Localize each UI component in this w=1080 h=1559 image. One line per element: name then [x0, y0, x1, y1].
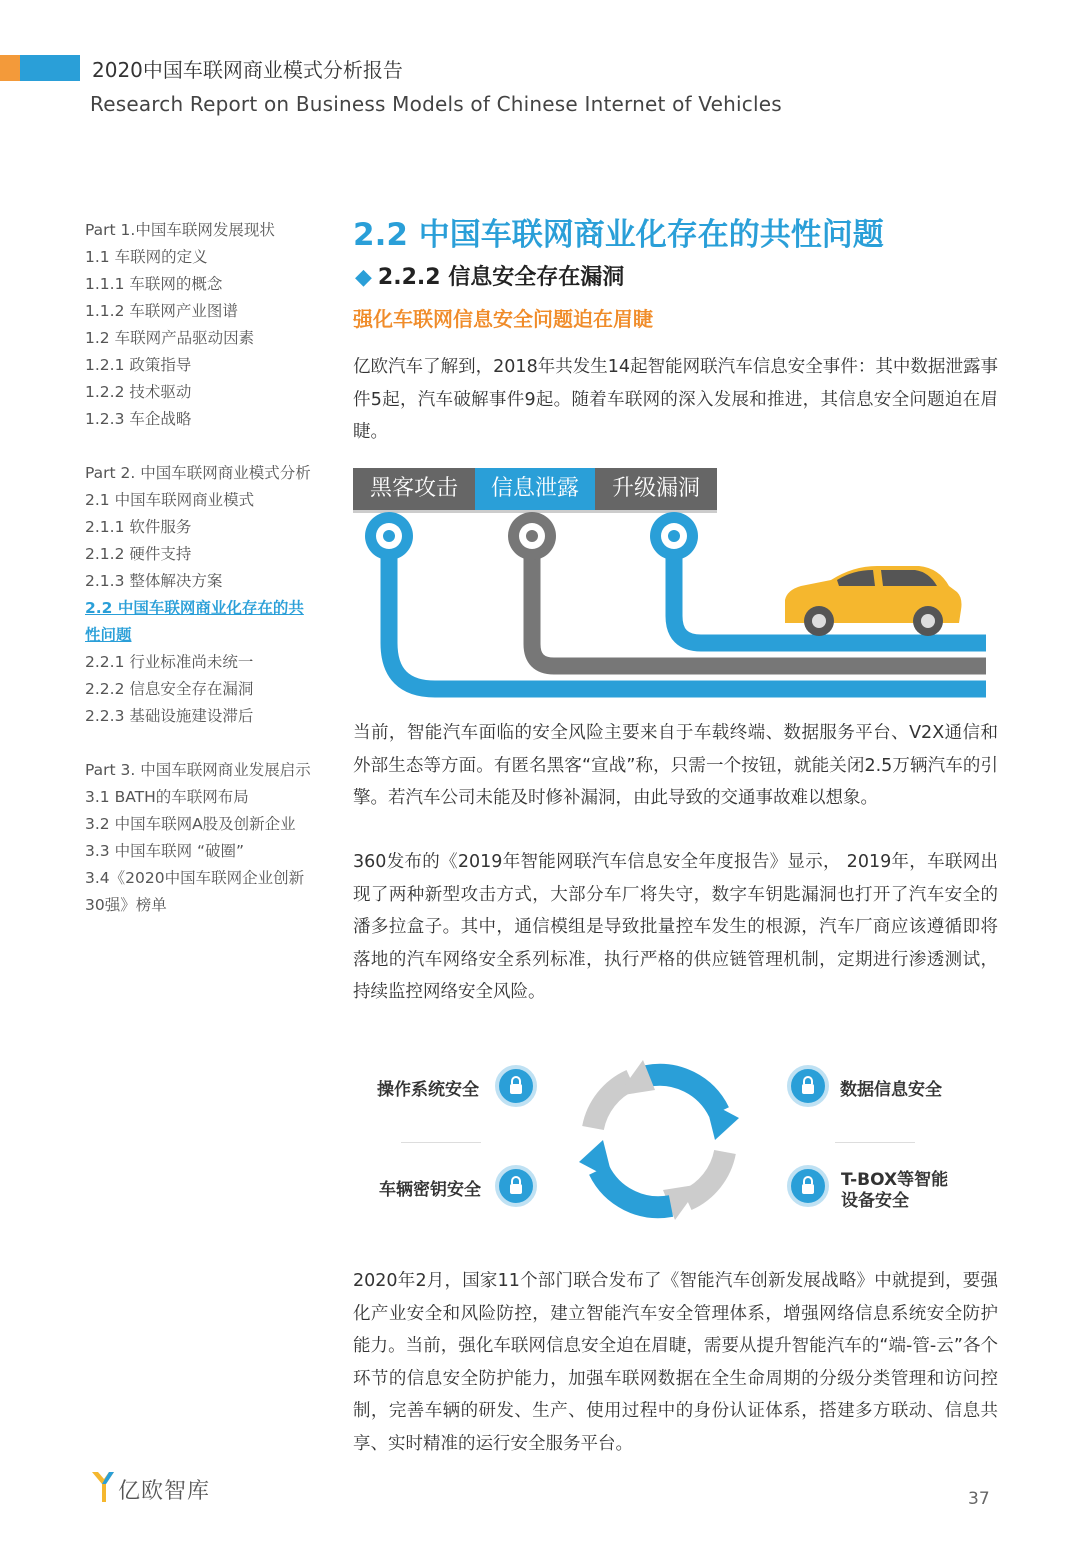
pin-right: [650, 512, 698, 560]
toc-item[interactable]: 1.2.1 政策指导: [85, 356, 192, 374]
toc-item[interactable]: 2.2.3 基础设施建设滞后: [85, 707, 254, 725]
toc-item[interactable]: 1.1.1 车联网的概念: [85, 275, 223, 293]
page-number: 37: [968, 1489, 990, 1509]
logo-mark-icon: [90, 1468, 116, 1504]
toc-item[interactable]: Part 1.中国车联网发展现状: [85, 221, 275, 239]
tab-label: 升级漏洞: [611, 476, 700, 501]
label-line-2: 设备安全: [841, 1191, 909, 1211]
label-key-security: 车辆密钥安全: [379, 1180, 481, 1200]
highlight-title: 强化车联网信息安全问题迫在眉睫: [353, 307, 653, 331]
paragraph-1: 亿欧汽车了解到，2018年共发生14起智能网联汽车信息安全事件：其中数据泄露事件5起，汽车破解事件9起。随着车联网的深入发展和推进，其信息安全问题迫在眉睫。: [353, 357, 998, 442]
toc-item[interactable]: 2.1.2 硬件支持: [85, 545, 192, 563]
security-cycle-figure: [353, 1035, 993, 1240]
toc-item[interactable]: 30强》榜单: [85, 896, 167, 914]
toc-item[interactable]: 3.4《2020中国车联网企业创新: [85, 869, 305, 887]
toc-item[interactable]: 性问题: [85, 626, 132, 644]
paragraph-2: 当前，智能汽车面临的安全风险主要来自于车载终端、数据服务平台、V2X通信和外部生态等方面。有匿名黑客“宣战”称，只需一个按钮，就能关闭2.5万辆汽车的引擎。若汽车公司未能及时修补漏洞，由此导致的交通事故难以想象。: [353, 723, 998, 808]
label-line-1: T-BOX等智能: [841, 1170, 949, 1190]
subsection-title-text: 2.2.2 信息安全存在漏洞: [377, 265, 625, 290]
toc-item[interactable]: 3.2 中国车联网A股及创新企业: [85, 815, 296, 833]
toc-item[interactable]: 2.2.1 行业标准尚未统一: [85, 653, 254, 671]
toc-item[interactable]: 2.1 中国车联网商业模式: [85, 491, 255, 509]
subsection-title: [355, 260, 624, 291]
tab-label: 信息泄露: [490, 476, 579, 501]
header-accent-orange: [0, 55, 20, 81]
tab-label: 黑客攻击: [369, 476, 458, 501]
divider-left: [401, 1142, 481, 1143]
label-tbox-security: [841, 1170, 948, 1212]
report-title-en: Research Report on Business Models of Chinese Internet of Vehicles: [90, 92, 782, 116]
roads-svg: [353, 468, 993, 708]
car-icon: [785, 566, 962, 636]
logo-text: 亿欧智库: [118, 1479, 211, 1504]
report-title-cn: 2020中国车联网商业模式分析报告: [92, 58, 403, 82]
toc-item[interactable]: 2.2.2 信息安全存在漏洞: [85, 680, 254, 698]
lock-icon: [787, 1165, 829, 1207]
lock-icon: [787, 1065, 829, 1107]
paragraph-3: 360发布的《2019年智能网联汽车信息安全年度报告》显示， 2019年，车联网出现了两种新型攻击方式，大部分车厂将失守，数字车钥匙漏洞也打开了汽车安全的潘多拉盒子。其中，通信模组是导致批量控车发生的根源，汽车厂商应该遵循即将落地的汽车网络安全系列标准，执行严格的供应链管理机制，定期进行渗透测试，持续监控网络安全风险。: [353, 852, 998, 1002]
toc-item[interactable]: Part 2. 中国车联网商业模式分析: [85, 464, 311, 482]
toc-item[interactable]: 1.2 车联网产品驱动因素: [85, 329, 255, 347]
footer-logo: [90, 1468, 211, 1508]
toc-item[interactable]: 2.1.3 整体解决方案: [85, 572, 223, 590]
table-of-contents: [85, 217, 325, 919]
toc-item[interactable]: 1.2.2 技术驱动: [85, 383, 192, 401]
toc-item[interactable]: 1.1 车联网的定义: [85, 248, 208, 266]
toc-item[interactable]: Part 3. 中国车联网商业发展启示: [85, 761, 311, 779]
diamond-bullet-icon: ◆: [355, 265, 372, 290]
toc-item[interactable]: 2.2 中国车联网商业化存在的共: [85, 599, 304, 617]
paragraph-4: 2020年2月，国家11个部门联合发布了《智能汽车创新发展战略》中就提到，要强化产业安全和风险防控，建立智能汽车安全管理体系，增强网络信息系统安全防护能力。当前，强化车联网信息安全迫在眉睫，需要从提升智能汽车的“端-管-云”各个环节的信息安全防护能力，加强车联网数据在全生命周期的分级分类管理和访问控制，完善车辆的研发、生产、使用过程中的身份认证体系，搭建多方联动、信息共享、实时精准的运行安全服务平台。: [353, 1271, 998, 1454]
label-os-security: 操作系统安全: [377, 1080, 479, 1100]
toc-item[interactable]: 3.1 BATH的车联网布局: [85, 788, 249, 806]
pin-left: [365, 512, 413, 560]
lock-icon: [495, 1165, 537, 1207]
header-accent-blue: [20, 55, 80, 81]
lock-icon: [495, 1065, 537, 1107]
toc-item[interactable]: 3.3 中国车联网 “破圈”: [85, 842, 245, 860]
toc-item[interactable]: 2.1.1 软件服务: [85, 518, 192, 536]
pin-middle: [508, 512, 556, 560]
risk-road-figure: [353, 468, 993, 708]
divider-right: [835, 1142, 915, 1143]
label-data-security: 数据信息安全: [840, 1080, 942, 1100]
toc-item[interactable]: 1.1.2 车联网产业图谱: [85, 302, 238, 320]
toc-item[interactable]: 1.2.3 车企战略: [85, 410, 192, 428]
section-title: 2.2 中国车联网商业化存在的共性问题: [353, 217, 884, 253]
